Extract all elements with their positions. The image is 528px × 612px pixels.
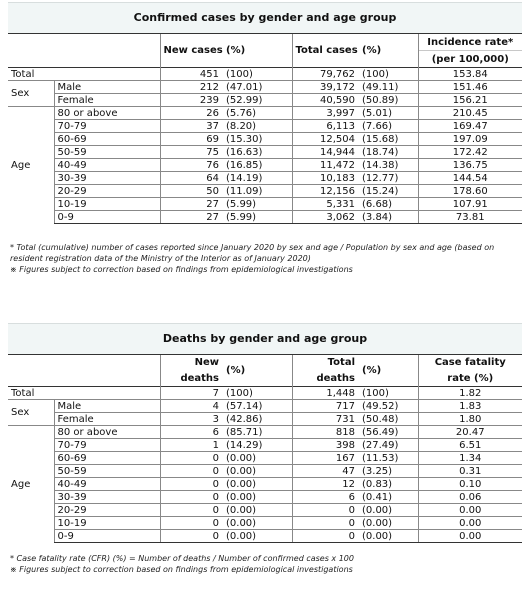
cell-new: 76 xyxy=(160,159,222,172)
cell-new-pct: (14.19) xyxy=(222,172,292,185)
cell-new: 0 xyxy=(160,452,222,465)
cell-new-pct: (5.99) xyxy=(222,211,292,224)
cell-new: 27 xyxy=(160,211,222,224)
cell-new-pct: (0.00) xyxy=(222,530,292,543)
cell-total-pct: (14.38) xyxy=(358,159,418,172)
cell-total: 717 xyxy=(292,400,358,413)
cell-rate: 1.82 xyxy=(418,387,522,400)
row-label: 30-39 xyxy=(54,491,160,504)
cell-total-pct: (3.25) xyxy=(358,465,418,478)
cell-total: 3,997 xyxy=(292,107,358,120)
cell-new: 239 xyxy=(160,94,222,107)
table-row xyxy=(8,94,522,107)
row-label: 80 or above xyxy=(54,426,160,439)
cell-total-pct: (0.00) xyxy=(358,517,418,530)
cell-new-pct: (16.85) xyxy=(222,159,292,172)
row-label: 60-69 xyxy=(54,133,160,146)
cell-total-pct: (27.49) xyxy=(358,439,418,452)
row-label: 10-19 xyxy=(54,517,160,530)
cell-new: 27 xyxy=(160,198,222,211)
row-label: 40-49 xyxy=(54,159,160,172)
table-row xyxy=(8,211,522,224)
row-label: Total xyxy=(8,387,160,400)
cell-total: 6,113 xyxy=(292,120,358,133)
cell-total: 398 xyxy=(292,439,358,452)
group-label-sex: Sex xyxy=(8,81,54,107)
cell-new-pct: (0.00) xyxy=(222,452,292,465)
table-row xyxy=(8,465,522,478)
cell-new: 451 xyxy=(160,68,222,81)
cell-new: 26 xyxy=(160,107,222,120)
header-total-cases: Total cases xyxy=(292,34,358,68)
confirmed-cases-panel xyxy=(8,2,522,275)
cell-new-pct: (47.01) xyxy=(222,81,292,94)
table-row xyxy=(8,426,522,439)
cell-total-pct: (0.00) xyxy=(358,530,418,543)
row-label: 0-9 xyxy=(54,211,160,224)
cell-total: 3,062 xyxy=(292,211,358,224)
cell-rate: 172.42 xyxy=(418,146,522,159)
cell-new: 0 xyxy=(160,517,222,530)
group-label-age: Age xyxy=(8,426,54,543)
row-label: 40-49 xyxy=(54,478,160,491)
cell-new-pct: (0.00) xyxy=(222,517,292,530)
cell-total: 39,172 xyxy=(292,81,358,94)
row-label: Male xyxy=(54,81,160,94)
cell-total: 1,448 xyxy=(292,387,358,400)
cell-total-pct: (0.00) xyxy=(358,504,418,517)
cell-new-pct: (42.86) xyxy=(222,413,292,426)
row-label: Total xyxy=(8,68,160,81)
table-row xyxy=(8,133,522,146)
header-pct2: (%) xyxy=(358,34,418,68)
table-row xyxy=(8,146,522,159)
table-row xyxy=(8,172,522,185)
row-label: 20-29 xyxy=(54,504,160,517)
cell-total: 5,331 xyxy=(292,198,358,211)
footnote-correction: ※ Figures subject to correction based on findings from epidemiological investigations xyxy=(10,565,353,574)
row-label: 80 or above xyxy=(54,107,160,120)
row-label: 30-39 xyxy=(54,172,160,185)
table-row xyxy=(8,439,522,452)
confirmed-table xyxy=(8,33,522,224)
cell-rate: 178.60 xyxy=(418,185,522,198)
cell-new-pct: (57.14) xyxy=(222,400,292,413)
row-label: 50-59 xyxy=(54,465,160,478)
cell-total-pct: (5.01) xyxy=(358,107,418,120)
cell-new-pct: (52.99) xyxy=(222,94,292,107)
row-label: 50-59 xyxy=(54,146,160,159)
cell-new: 0 xyxy=(160,465,222,478)
cell-total-pct: (100) xyxy=(358,387,418,400)
cell-total-pct: (15.68) xyxy=(358,133,418,146)
cell-new: 1 xyxy=(160,439,222,452)
header-blank xyxy=(8,34,160,68)
cell-new: 37 xyxy=(160,120,222,133)
cell-new-pct: (0.00) xyxy=(222,465,292,478)
cell-total: 167 xyxy=(292,452,358,465)
cell-total: 818 xyxy=(292,426,358,439)
cell-rate: 153.84 xyxy=(418,68,522,81)
table-row xyxy=(8,81,522,94)
table-row xyxy=(8,491,522,504)
cell-rate: 156.21 xyxy=(418,94,522,107)
cell-total-pct: (0.83) xyxy=(358,478,418,491)
header-cfr-line2: rate (%) xyxy=(418,371,522,387)
header-pct2: (%) xyxy=(358,355,418,387)
table-row xyxy=(8,198,522,211)
cell-new-pct: (100) xyxy=(222,68,292,81)
cell-new-pct: (5.76) xyxy=(222,107,292,120)
cell-rate: 1.34 xyxy=(418,452,522,465)
cell-total: 6 xyxy=(292,491,358,504)
cell-new-pct: (16.63) xyxy=(222,146,292,159)
row-label: Female xyxy=(54,413,160,426)
group-label-age: Age xyxy=(8,107,54,224)
table-row xyxy=(8,387,522,400)
cell-rate: 136.75 xyxy=(418,159,522,172)
cell-new-pct: (100) xyxy=(222,387,292,400)
cell-new-pct: (5.99) xyxy=(222,198,292,211)
table-row xyxy=(8,120,522,133)
cell-total-pct: (100) xyxy=(358,68,418,81)
header-pct1: (%) xyxy=(222,34,292,68)
table-row xyxy=(8,400,522,413)
cell-total-pct: (50.89) xyxy=(358,94,418,107)
cell-new: 0 xyxy=(160,491,222,504)
cell-new: 0 xyxy=(160,530,222,543)
header-blank xyxy=(8,355,160,387)
cell-rate: 107.91 xyxy=(418,198,522,211)
group-label-sex: Sex xyxy=(8,400,54,426)
cell-new-pct: (0.00) xyxy=(222,504,292,517)
cell-rate: 0.31 xyxy=(418,465,522,478)
table-row xyxy=(8,68,522,81)
cell-total: 731 xyxy=(292,413,358,426)
table-row xyxy=(8,185,522,198)
cell-new: 6 xyxy=(160,426,222,439)
header-new-cases: New cases xyxy=(160,34,222,68)
cell-new: 7 xyxy=(160,387,222,400)
cell-rate: 0.06 xyxy=(418,491,522,504)
cell-rate: 0.00 xyxy=(418,517,522,530)
row-label: Male xyxy=(54,400,160,413)
cell-total-pct: (56.49) xyxy=(358,426,418,439)
deaths-table xyxy=(8,354,522,543)
cell-total: 11,472 xyxy=(292,159,358,172)
row-label: Female xyxy=(54,94,160,107)
deaths-title: Deaths by gender and age group xyxy=(8,323,522,354)
header-total-line1: Total xyxy=(292,355,358,371)
row-label: 60-69 xyxy=(54,452,160,465)
row-label: 70-79 xyxy=(54,120,160,133)
cell-total-pct: (7.66) xyxy=(358,120,418,133)
cell-new: 3 xyxy=(160,413,222,426)
table-row xyxy=(8,159,522,172)
cell-new: 64 xyxy=(160,172,222,185)
header-new-line2: deaths xyxy=(160,371,222,387)
row-label: 0-9 xyxy=(54,530,160,543)
cell-new-pct: (85.71) xyxy=(222,426,292,439)
deaths-panel xyxy=(8,323,522,575)
table-row xyxy=(8,517,522,530)
cell-rate: 197.09 xyxy=(418,133,522,146)
cell-rate: 151.46 xyxy=(418,81,522,94)
table-row xyxy=(8,504,522,517)
table-row xyxy=(8,413,522,426)
table-row xyxy=(8,530,522,543)
cell-new: 4 xyxy=(160,400,222,413)
cell-new: 69 xyxy=(160,133,222,146)
cell-new: 0 xyxy=(160,478,222,491)
cell-rate: 0.10 xyxy=(418,478,522,491)
cell-rate: 20.47 xyxy=(418,426,522,439)
footnote-incidence: * Total (cumulative) number of cases reported since January 2020 by sex and age / Population by sex and age (based on resident registration data of the Ministry of the Interior as of January 2020) xyxy=(10,243,495,263)
cell-total: 14,944 xyxy=(292,146,358,159)
header-pct1: (%) xyxy=(222,355,292,387)
cell-total: 10,183 xyxy=(292,172,358,185)
cell-rate: 210.45 xyxy=(418,107,522,120)
footnote-cfr: * Case fatality rate (CFR) (%) = Number of deaths / Number of confirmed cases x 100 xyxy=(10,554,354,563)
cell-new-pct: (0.00) xyxy=(222,491,292,504)
cell-total: 0 xyxy=(292,517,358,530)
row-label: 70-79 xyxy=(54,439,160,452)
cell-new: 0 xyxy=(160,504,222,517)
header-total-line2: deaths xyxy=(292,371,358,387)
cell-new-pct: (8.20) xyxy=(222,120,292,133)
cell-total-pct: (12.77) xyxy=(358,172,418,185)
table-row xyxy=(8,452,522,465)
cell-total: 0 xyxy=(292,530,358,543)
cell-total-pct: (18.74) xyxy=(358,146,418,159)
cell-total: 0 xyxy=(292,504,358,517)
row-label: 20-29 xyxy=(54,185,160,198)
header-incidence-line1: Incidence rate* xyxy=(418,34,522,51)
header-new-line1: New xyxy=(160,355,222,371)
cell-total-pct: (11.53) xyxy=(358,452,418,465)
cell-total: 79,762 xyxy=(292,68,358,81)
footnote-correction: ※ Figures subject to correction based on findings from epidemiological investigations xyxy=(10,265,353,274)
confirmed-title: Confirmed cases by gender and age group xyxy=(8,2,522,33)
cell-total-pct: (49.52) xyxy=(358,400,418,413)
cell-new: 50 xyxy=(160,185,222,198)
cell-new-pct: (14.29) xyxy=(222,439,292,452)
cell-total: 47 xyxy=(292,465,358,478)
cell-total-pct: (49.11) xyxy=(358,81,418,94)
cell-rate: 0.00 xyxy=(418,530,522,543)
cell-rate: 169.47 xyxy=(418,120,522,133)
header-cfr-line1: Case fatality xyxy=(418,355,522,371)
cell-rate: 1.80 xyxy=(418,413,522,426)
cell-rate: 73.81 xyxy=(418,211,522,224)
header-incidence-line2: (per 100,000) xyxy=(418,51,522,68)
cell-total-pct: (0.41) xyxy=(358,491,418,504)
cell-total-pct: (50.48) xyxy=(358,413,418,426)
cell-rate: 6.51 xyxy=(418,439,522,452)
row-label: 10-19 xyxy=(54,198,160,211)
cell-new-pct: (15.30) xyxy=(222,133,292,146)
cell-new-pct: (0.00) xyxy=(222,478,292,491)
cell-rate: 1.83 xyxy=(418,400,522,413)
cell-rate: 144.54 xyxy=(418,172,522,185)
table-row xyxy=(8,478,522,491)
cell-new-pct: (11.09) xyxy=(222,185,292,198)
cell-total: 12 xyxy=(292,478,358,491)
cell-total-pct: (6.68) xyxy=(358,198,418,211)
table-row xyxy=(8,107,522,120)
cell-rate: 0.00 xyxy=(418,504,522,517)
cell-total: 12,156 xyxy=(292,185,358,198)
cell-total: 12,504 xyxy=(292,133,358,146)
cell-total: 40,590 xyxy=(292,94,358,107)
cell-total-pct: (15.24) xyxy=(358,185,418,198)
cell-new: 75 xyxy=(160,146,222,159)
cell-new: 212 xyxy=(160,81,222,94)
cell-total-pct: (3.84) xyxy=(358,211,418,224)
